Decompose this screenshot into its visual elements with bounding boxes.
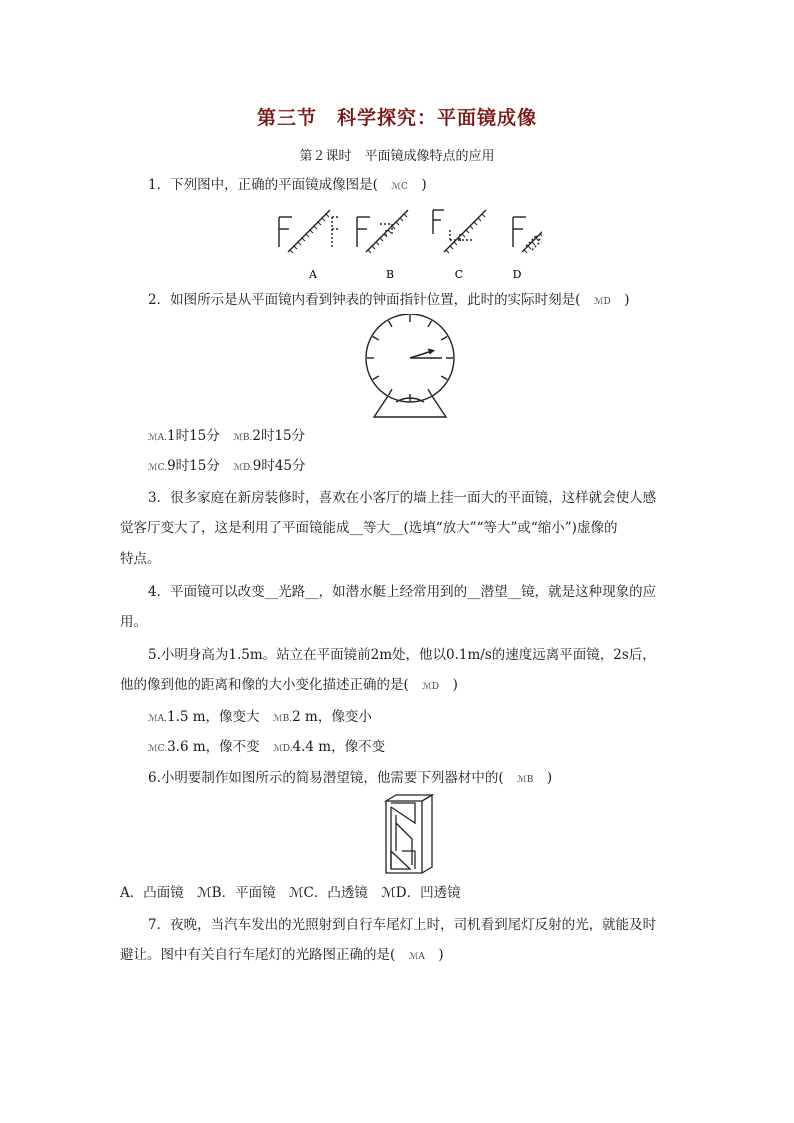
- option-a-diagram: [279, 210, 340, 253]
- option-b-text: 2时15分: [252, 428, 306, 444]
- question-5-answer: ℳD: [422, 682, 440, 692]
- option-d-label: D: [512, 268, 522, 281]
- question-5-line-2: 他的像到他的距离和像的大小变化描述正确的是( ℳD ): [120, 677, 458, 693]
- question-4-line-2: 用。: [120, 614, 147, 630]
- mirror-image-figure: [272, 200, 542, 288]
- page-subtitle: 第２课时 平面镜成像特点的应用: [299, 149, 495, 164]
- question-2-options-row-1: ℳA.1时15分 ℳB.2时15分: [148, 428, 306, 444]
- page-title: 第三节 科学探究：平面镜成像: [256, 107, 537, 129]
- option-a-label: A: [309, 268, 317, 281]
- question-6: 6.小明要制作如图所示的简易潜望镜，他需要下列器材中的( ℳB ): [148, 770, 553, 786]
- question-5-options-row-2: ℳC.3.6 m，像不变 ℳD.4.4 m，像不变: [148, 739, 386, 755]
- question-7-line-1: 7．夜晚，当汽车发出的光照射到自行车尾灯上时，司机看到尾灯反射的光，就能及时: [148, 917, 657, 933]
- question-5-options-row-1: ℳA.1.5 m，像变大 ℳB.2 m，像变小: [148, 709, 372, 725]
- question-3-line-1: 3．很多家庭在新房装修时，喜欢在小客厅的墙上挂一面大的平面镜，这样就会使人感: [148, 490, 657, 506]
- clock-figure: [360, 314, 460, 420]
- question-4-line-1: 4．平面镜可以改变__光路__，如潜水艇上经常用到的__潜望__镜，就是这种现象的应: [148, 584, 657, 600]
- question-2-answer: ℳD: [593, 297, 611, 307]
- question-3-line-3: 特点。: [120, 551, 161, 567]
- question-2: 2．如图所示是从平面镜内看到钟表的钟面指针位置，此时的实际时刻是( ℳD ): [148, 292, 630, 308]
- question-1-answer: ℳC: [391, 182, 408, 192]
- question-2-options-row-2: ℳC.9时15分 ℳD.9时45分: [148, 458, 306, 474]
- hour-hand: [410, 351, 432, 358]
- option-d-text: 9时45分: [252, 458, 306, 474]
- option-d-diagram: [513, 210, 542, 253]
- option-a-text: 1时15分: [166, 428, 220, 444]
- question-3-line-2: 觉客厅变大了，这是利用了平面镜能成__等大__(选填“放大”“等大”或“缩小”)虚像的: [120, 520, 618, 536]
- option-b-diagram: [357, 210, 408, 253]
- question-7-answer: ℳA: [408, 952, 425, 962]
- periscope-figure: [382, 793, 436, 879]
- question-6-options: A．凸面镜 ℳB．平面镜 ℳC．凸透镜 ℳD．凹透镜: [120, 885, 461, 901]
- question-1: 1．下列图中，正确的平面镜成像图是( ℳC ): [148, 177, 427, 193]
- option-c-label: C: [454, 268, 464, 281]
- question-7-line-2: 避让。图中有关自行车尾灯的光路图正确的是( ℳA ): [120, 947, 444, 963]
- question-6-answer: ℳB: [517, 775, 534, 785]
- question-2-text: 2．如图所示是从平面镜内看到钟表的钟面指针位置，此时的实际时刻是(: [148, 292, 594, 308]
- question-5-line-1: 5.小明身高为1.5m。站立在平面镜前2m处，他以0.1m/s的速度远离平面镜，2s后，: [148, 647, 656, 663]
- option-c-text: 9时15分: [167, 458, 220, 474]
- option-c-diagram: [433, 210, 486, 253]
- question-1-text: 1．下列图中，正确的平面镜成像图是(: [148, 177, 392, 193]
- option-b-label: B: [385, 268, 395, 281]
